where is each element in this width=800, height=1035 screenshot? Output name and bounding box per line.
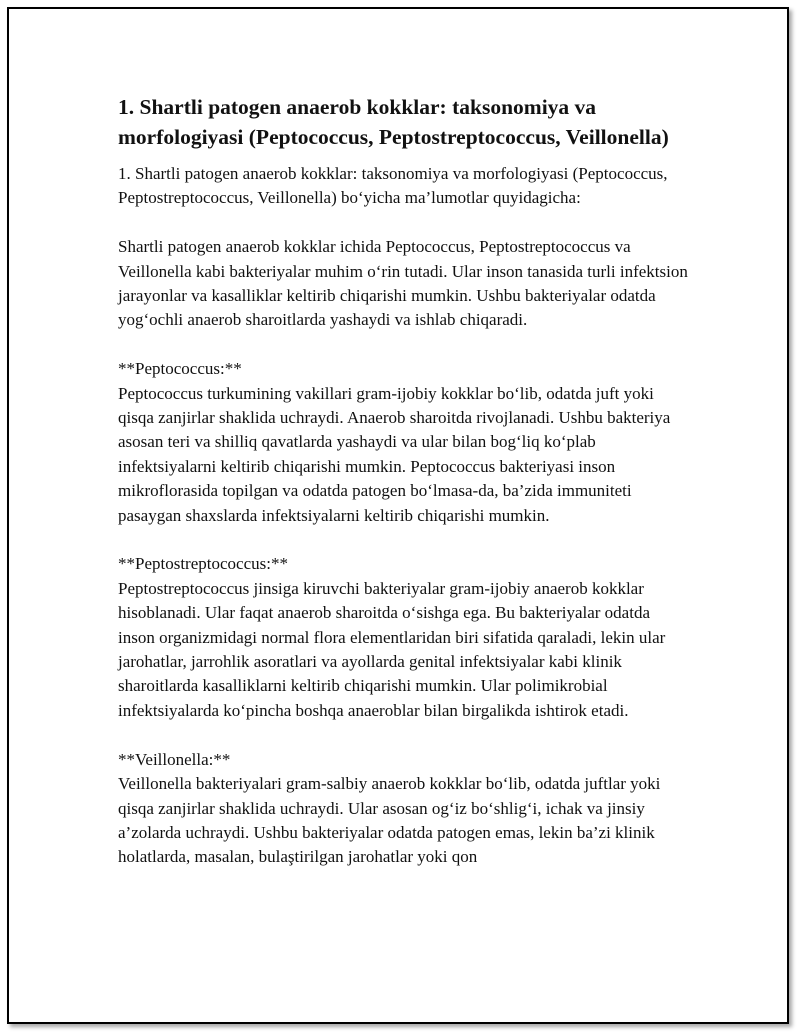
section-heading: **Peptococcus:**	[118, 359, 242, 379]
section-veillonella	[118, 748, 688, 870]
overview-paragraph: Shartli patogen anaerob kokklar ichida Peptococcus, Peptostreptococcus va Veillonella kabi bakteriyalar muhim o‘rin tutadi. Ular inson tanasida turli infektsion jarayonlar va kasalliklar keltirib chiqarishi mumkin. Ushbu bakteriyalar odatda yog‘ochli anaerob sharoitlarda yashaydi va ishlab chiqaradi.	[118, 237, 688, 330]
section-heading: **Veillonella:**	[118, 749, 231, 769]
section-peptostreptococcus	[118, 552, 688, 723]
section-peptococcus	[118, 357, 688, 528]
section-text: Veillonella bakteriyalari gram-salbiy anaerob kokklar bo‘lib, odatda juftlar yoki qisqa zanjirlar shaklida uchraydi. Ular asosan og‘iz bo‘shlig‘i, ichak va jinsiy a’zolarda uchraydi. Ushbu bakteriyalar odatda patogen emas, lekin ba’zi klinik holatlarda, masalan, bulaştirilgan jarohatlar yoki qon	[118, 774, 661, 867]
intro-paragraph: 1. Shartli patogen anaerob kokklar: taksonomiya va morfologiyasi (Peptococcus, Peptostreptococcus, Veillonella) bo‘yicha ma’lumotlar quyidagicha:	[118, 164, 668, 208]
section-heading: **Peptostreptococcus:**	[118, 554, 288, 574]
section-text: Peptostreptococcus jinsiga kiruvchi bakteriyalar gram-ijobiy anaerob kokklar hisoblanadi. Ular faqat anaerob sharoitda o‘sishga ega. Bu bakteriyalar odatda inson organizmidagi normal flora elementlaridan biri sifatida qaraladi, lekin ular jarohatlar, jarrohlik asoratlari va ayollarda genital infektsiyalar kabi klinik sharoitlarda kasalliklarni keltirib chiqarishi mumkin. Ular polimikrobial infektsiyalarda ko‘pincha boshqa anaeroblar bilan birgalikda ishtirok etadi.	[118, 578, 666, 720]
document-body	[118, 92, 688, 870]
section-text: Peptococcus turkumining vakillari gram-ijobiy kokklar bo‘lib, odatda juft yoki qisqa zanjirlar shaklida uchraydi. Anaerob sharoitda rivojlanadi. Ushbu bakteriya asosan teri va shilliq qavatlarda yashaydi va ular bilan bog‘liq ko‘plab infektsiyalarni keltirib chiqarishi mumkin. Peptococcus bakteriyasi inson mikroflorasida topilgan va odatda patogen bo‘lmasa-da, ba’zida immuniteti pasaygan shaxslarda infektsiyalarni keltirib chiqarishi mumkin.	[118, 383, 671, 525]
document-title: 1. Shartli patogen anaerob kokklar: taksonomiya va morfologiyasi (Peptococcus, Peptostreptococcus, Veillonella)	[118, 95, 669, 149]
